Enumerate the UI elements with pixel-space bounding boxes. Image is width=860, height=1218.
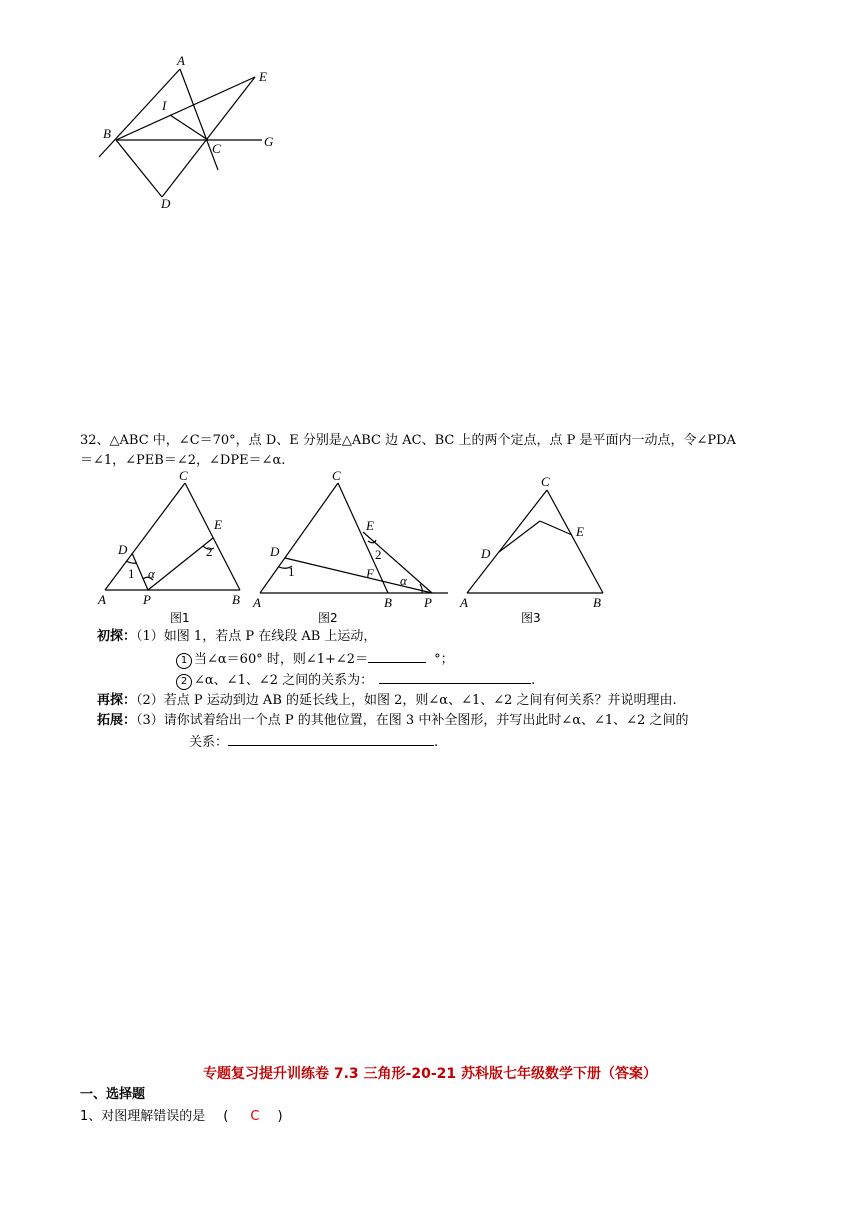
expand-answer-blank[interactable] xyxy=(228,731,434,746)
fig2-label-2: 2 xyxy=(375,547,382,562)
fig2-label-A: A xyxy=(253,595,261,610)
answer-q1-line xyxy=(80,1106,283,1128)
line-de xyxy=(162,77,255,197)
fig3-label-C: C xyxy=(541,474,550,489)
fig2-caption: 图2 xyxy=(318,611,338,625)
answer-title: 专题复习提升训练卷 7.3 三角形-20-21 苏科版七年级数学下册（答案） xyxy=(202,1066,657,1082)
q32-line2: ＝∠1，∠PEB＝∠2，∠DPE＝∠α. xyxy=(80,453,286,468)
fig2-alpha-arc xyxy=(420,584,422,593)
fig2-label-alpha: α xyxy=(400,573,407,588)
expand-tag: 拓展： xyxy=(97,713,137,728)
fig3-label-E: E xyxy=(576,524,584,539)
answer-q1-choice: C xyxy=(250,1109,260,1124)
fig2-label-B: B xyxy=(384,595,392,610)
fig1-caption: 图1 xyxy=(170,611,190,625)
fig2-label-E: E xyxy=(366,518,374,533)
figure-top xyxy=(0,0,300,220)
fig2-side-ac xyxy=(260,483,338,593)
line-bd xyxy=(116,140,162,197)
fig2-seg-dp xyxy=(285,558,432,593)
fig1-label-P: P xyxy=(143,592,151,607)
expand-line xyxy=(97,710,688,732)
expand-line2 xyxy=(189,731,438,754)
fig3-caption: 图3 xyxy=(521,611,541,625)
fig1-side-cb xyxy=(185,483,240,590)
fig3-label-B: B xyxy=(593,595,601,610)
expand-tail: . xyxy=(434,735,439,750)
sub1-tail: °； xyxy=(434,652,454,667)
figure-2-svg xyxy=(250,466,460,626)
label-A: A xyxy=(177,53,185,68)
line-be xyxy=(116,77,255,140)
label-I: I xyxy=(162,98,167,113)
sub1-text: 当∠α＝60° 时，则∠1+∠2＝ xyxy=(194,652,369,667)
fig1-side-ac xyxy=(105,483,185,590)
explore2-tag: 再探： xyxy=(97,693,137,708)
figure-1 xyxy=(90,466,260,626)
fig2-label-F: F xyxy=(366,566,374,581)
fig2-seg-ep xyxy=(363,532,432,593)
fig1-label-A: A xyxy=(98,592,106,607)
answer-q1-text: 1、对图理解错误的是 xyxy=(80,1109,206,1124)
answer-q1-close-paren: ) xyxy=(277,1109,283,1124)
fig1-label-2: 2 xyxy=(206,544,213,559)
explore2-line xyxy=(97,690,677,712)
fig2-label-1: 1 xyxy=(288,564,295,579)
sub2-line xyxy=(176,669,535,692)
fig1-label-D: D xyxy=(118,542,128,557)
answer-q1-open-paren: ( xyxy=(223,1109,229,1124)
sub2-answer-blank[interactable] xyxy=(379,669,531,684)
fig2-label-C: C xyxy=(332,468,341,483)
fig1-label-alpha: α xyxy=(148,566,155,581)
sub1-number-circle: 1 xyxy=(176,653,192,669)
label-G: G xyxy=(264,134,274,149)
figure-top-svg xyxy=(0,0,300,220)
explore1-text: （1）如图 1，若点 P 在线段 AB 上运动， xyxy=(136,629,377,644)
explore1-line xyxy=(97,626,376,648)
fig2-label-P: P xyxy=(424,595,432,610)
sub1-answer-blank[interactable] xyxy=(368,648,426,663)
fig1-label-B: B xyxy=(232,592,240,607)
sub2-tail: . xyxy=(531,673,536,688)
explore1-tag: 初探： xyxy=(97,629,137,644)
figure-1-svg xyxy=(90,466,260,626)
figure-3-svg xyxy=(455,466,615,626)
fig2-label-D: D xyxy=(270,544,280,559)
sub2-number-circle: 2 xyxy=(176,674,192,690)
figure-2 xyxy=(250,466,460,626)
fig3-label-D: D xyxy=(481,546,491,561)
label-E: E xyxy=(259,69,267,84)
explore2-text: （2）若点 P 运动到边 AB 的延长线上，如图 2，则∠α、∠1、∠2 之间有何关系？并说明理由. xyxy=(136,693,677,708)
line-ba-ext xyxy=(99,69,180,157)
fig1-label-E: E xyxy=(214,517,222,532)
fig1-label-C: C xyxy=(179,468,188,483)
sub2-text: ∠α、∠1、∠2 之间的关系为： xyxy=(194,673,374,688)
label-D: D xyxy=(161,196,171,211)
fig3-side-cb xyxy=(547,490,603,593)
fig1-label-1: 1 xyxy=(128,566,135,581)
sub1-line xyxy=(176,648,454,671)
answer-section-heading: 一、选择题 xyxy=(80,1087,146,1102)
figure-3 xyxy=(455,466,615,626)
q32-line1: 32、△ABC 中，∠C＝70°，点 D、E 分别是△ABC 边 AC、BC 上的两个定点，点 P 是平面内一动点，令∠PDA xyxy=(80,433,736,448)
label-C: C xyxy=(212,141,221,156)
expand-text: （3）请你试着给出一个点 P 的其他位置，在图 3 中补全图形，并写出此时∠α、∠1、∠2 之间的 xyxy=(136,713,689,728)
label-B: B xyxy=(103,126,111,141)
expand-line2-text: 关系： xyxy=(189,735,229,750)
fig3-label-A: A xyxy=(460,595,468,610)
fig3-side-ac xyxy=(467,490,547,593)
